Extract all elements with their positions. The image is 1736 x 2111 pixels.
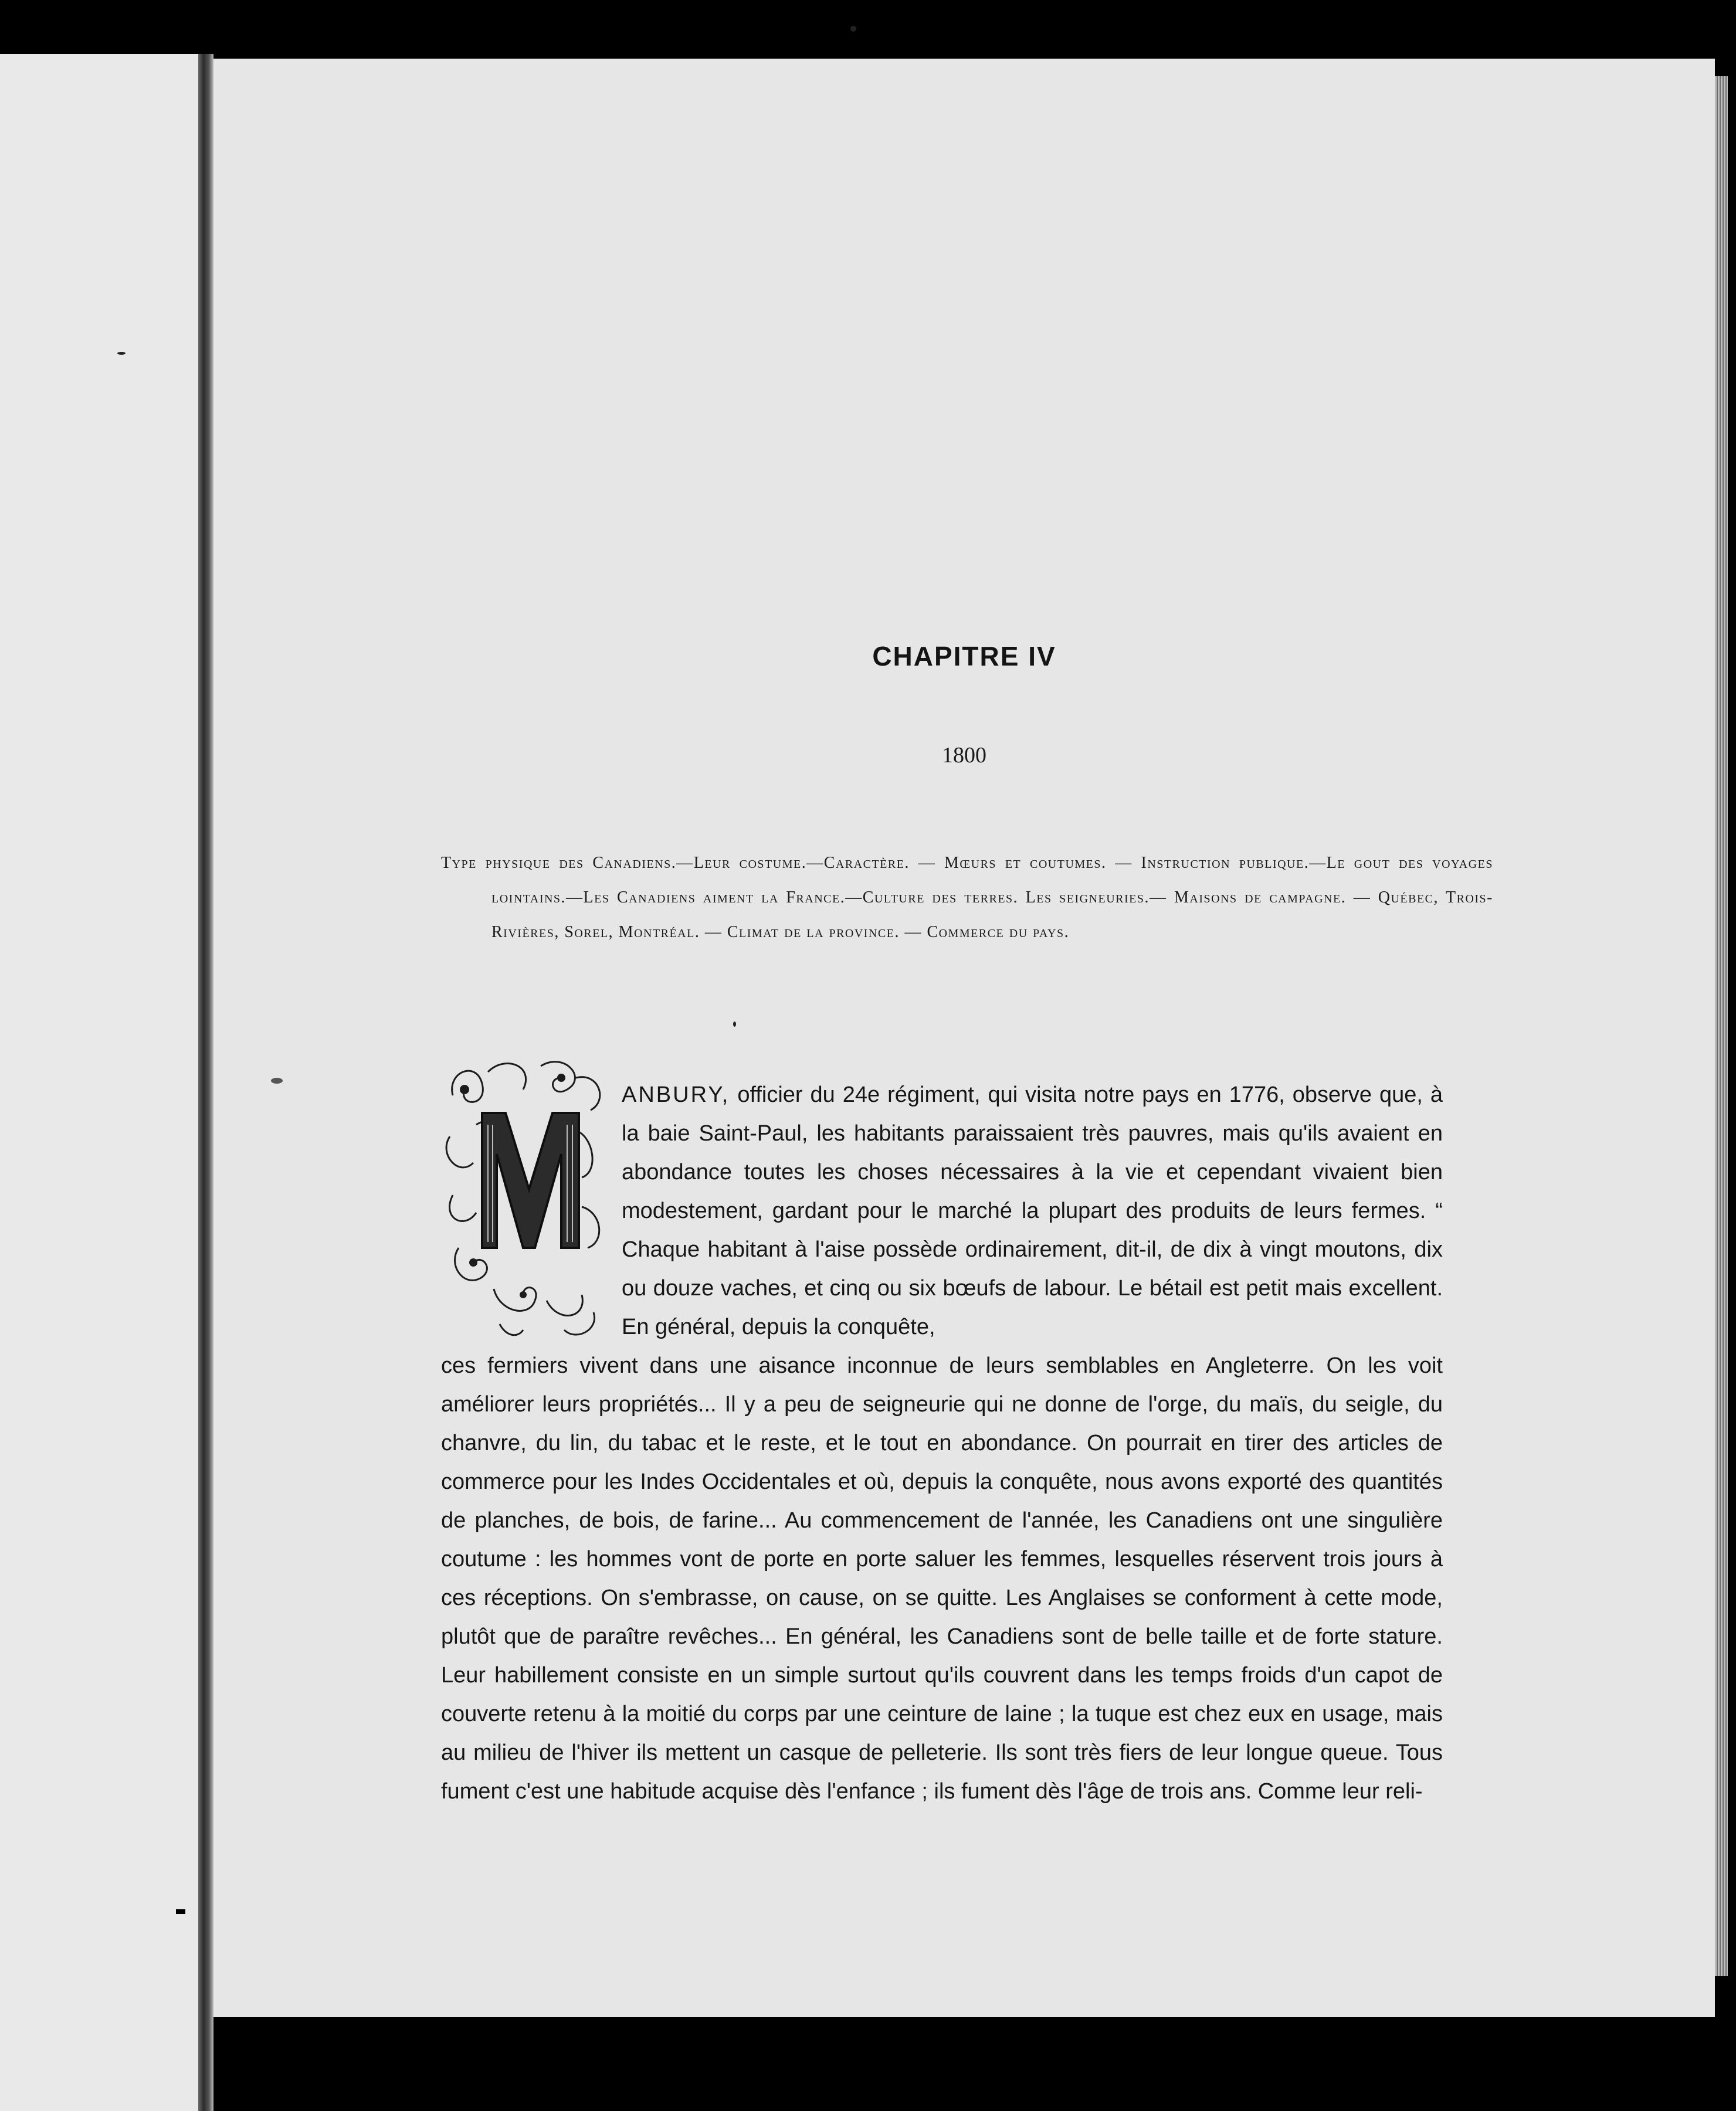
first-word: ANBURY,	[622, 1082, 730, 1107]
left-page-margin	[0, 54, 199, 2111]
indented-text: officier du 24e régiment, qui visita notre pays en 1776, observe que, à la baie Saint-Paul, les habitants paraissaient très pauvres, mais qu'ils avaient en abondance toutes les choses nécessaires à la vie et cependant vivaient bien modestement, gardant pour le marché la plupart des produits de leurs fermes. “ Chaque habitant à l'aise possède ordinairement, dit-il, de dix à vingt moutons, dix ou douze vaches, et cinq ou six bœufs de labour. Le bétail est petit mais excellent. En général, depuis la conquête,	[622, 1082, 1443, 1339]
chapter-year: 1800	[942, 743, 986, 768]
full-width-text: ces fermiers vivent dans une aisance inconnue de leurs semblables en Angleterre. On les voit améliorer leurs propriétés... Il y a peu de seigneurie qui ne donne de l'orge, du maïs, du seigle, du chanvre, du lin, du tabac et le reste, et le tout en abondance. On pourrait en tirer des articles de commerce pour les Indes Occidentales et où, depuis la conquête, nous avons exporté des quantités de planches, de bois, de farine... Au commencement de l'année, les Canadiens ont une singulière coutume : les hommes vont de porte en porte saluer les femmes, lesquelles réservent trois jours à ces réceptions. On s'embrasse, on cause, on se quitte. Les Anglaises se conforment à cette mode, plutôt que de paraître revêches... En général, les Canadiens sont de belle taille et de forte stature. Leur habillement consiste en un simple surtout qu'ils couvrent dans les temps froids d'un capot de couverte retenu à la moitié du corps par une ceinture de laine ; la tuque est chez eux en usage, mais au milieu de l'hiver ils mettent un casque de pelleterie. Ils sont très fiers de leur longue queue. Tous fument c'est une habitude acquise dès l'enfance ; ils fument dès l'âge de trois ans. Comme leur reli-	[441, 1353, 1443, 1804]
scan-speck	[176, 1909, 185, 1914]
drop-cap-letter: M	[441, 1054, 442, 1055]
chapter-summary: Type physique des Canadiens.—Leur costume.—Caractère. — Mœurs et coutumes. — Instruction publique.—Le gout des voyages lointains.—Les Canadiens aiment la France.—Culture des terres. Les seigneuries.— Maisons de campagne. — Québec, Trois-Rivières, Sorel, Montréal. — Climat de la province. — Commerce du pays.	[441, 854, 1494, 941]
chapter-title: CHAPITRE IV	[872, 641, 1056, 671]
left-page-bottom	[0, 2017, 213, 2111]
body-paragraph	[441, 1075, 1443, 1811]
page-edge	[1715, 76, 1728, 1976]
scan-speck	[271, 1078, 283, 1084]
scan-speck	[733, 1021, 736, 1027]
scan-speck	[117, 352, 126, 355]
book-gutter	[198, 54, 213, 2111]
dropcap-indented-text	[622, 1075, 1443, 1346]
scan-speck	[850, 26, 856, 32]
